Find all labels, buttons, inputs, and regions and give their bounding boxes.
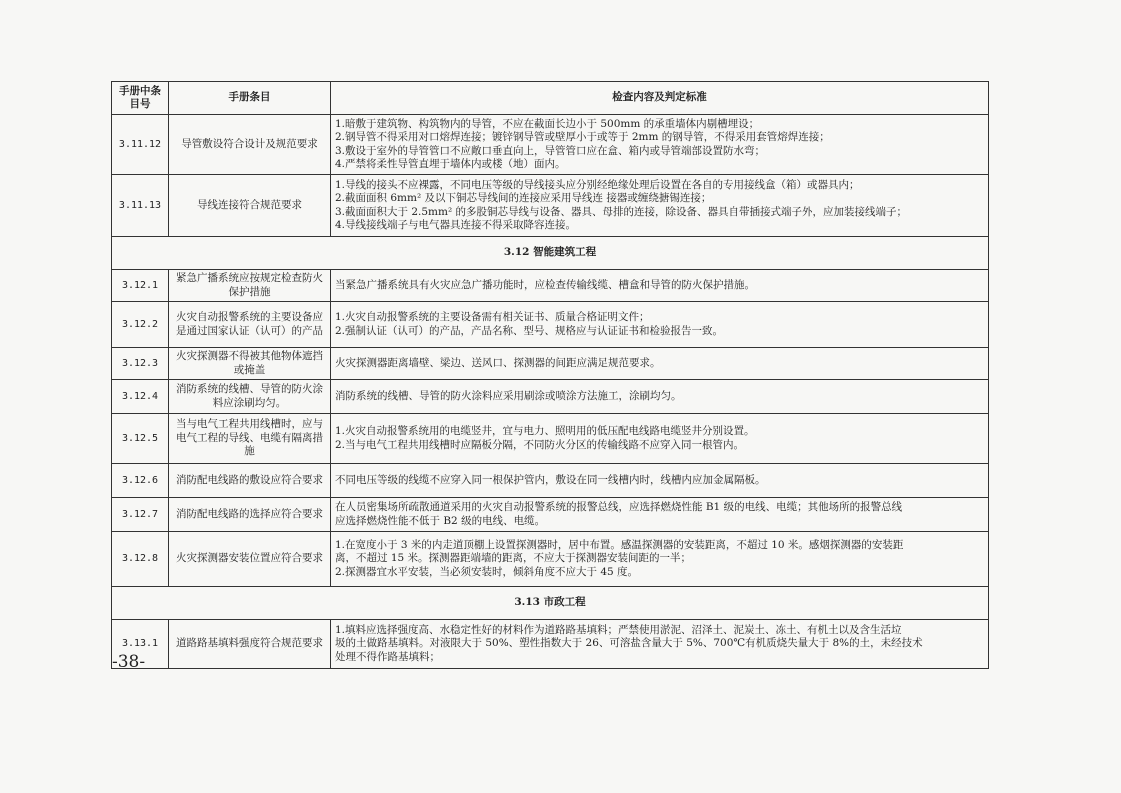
item-title: 消防系统的线槽、导管的防火涂料应涂刷均匀。 (169, 380, 331, 414)
standard-line: 1.导线的接头不应裸露，不同电压等级的导线接头应分别经绝缘处理后设置在各自的专用接线盒（箱）或器具内； (335, 178, 860, 191)
standard-line: 1.暗敷于建筑物、构筑物内的导管，不应在截面长边小于 500mm 的承重墙体内剔槽埋设； (335, 117, 760, 130)
item-title: 紧急广播系统应按规定检查防火保护措施 (169, 270, 331, 302)
item-standard (331, 464, 989, 498)
item-code: 3.12.2 (112, 302, 169, 348)
item-standard (331, 115, 989, 175)
standard-line: 当紧急广播系统具有火灾应急广播功能时，应检查传输线缆、槽盒和导管的防火保护措施。 (335, 278, 755, 291)
standard-line: 圾的土做路基填料。对液限大于 50%、塑性指数大于 26、可溶盐含量大于 5%、700℃有机质烧失量大于 8%的土，未经技术 (335, 637, 923, 650)
table-row (112, 175, 989, 237)
table-row (112, 348, 989, 380)
item-title: 火灾自动报警系统的主要设备应是通过国家认证（认可）的产品 (169, 302, 331, 348)
item-code: 3.12.1 (112, 270, 169, 302)
item-code: 3.11.12 (112, 115, 169, 175)
item-code: 3.12.8 (112, 532, 169, 587)
table-header-row (112, 82, 989, 115)
standard-line: 在人员密集场所疏散通道采用的火灾自动报警系统的报警总线，应选择燃烧性能 B1 级的电线、电缆；其他场所的报警总线 (335, 501, 903, 513)
standard-line: 2.当与电气工程共用线槽时应隔板分隔，不同防火分区的传输线路不应穿入同一根管内。 (335, 438, 745, 451)
item-standard (331, 498, 989, 532)
standard-line: 4.严禁将柔性导管直埋于墙体内或楼（地）面内。 (335, 158, 566, 170)
standard-line: 2.钢导管不得采用对口熔焊连接；镀锌钢导管或壁厚小于或等于 2mm 的钢导管，不得采用套管熔焊连接； (335, 131, 830, 143)
table-row (112, 270, 989, 302)
item-code: 3.13.1 (112, 620, 169, 669)
table-row (112, 302, 989, 348)
item-standard (331, 620, 989, 669)
item-code: 3.12.4 (112, 380, 169, 414)
section-row (112, 237, 989, 270)
table-row (112, 380, 989, 414)
item-standard (331, 302, 989, 348)
item-standard (331, 175, 989, 237)
item-code: 3.11.13 (112, 175, 169, 237)
item-title: 道路路基填料强度符合规范要求 (169, 620, 331, 669)
standard-line: 4.导线接线端子与电气器具连接不得采取降容连接。 (335, 219, 577, 231)
standard-line: 2.探测器宜水平安装，当必须安装时，倾斜角度不应大于 45 度。 (335, 565, 639, 578)
standard-line: 应选择燃烧性能不低于 B2 级的电线、电缆。 (335, 514, 546, 527)
table-row (112, 414, 989, 464)
standard-line: 3.截面面积大于 2.5mm² 的多股铜芯导线与设备、器具、母排的连接，除设备、器具自带插接式端子外，应加装接线端子； (335, 205, 908, 218)
inspection-table-page (111, 81, 988, 669)
item-standard (331, 532, 989, 587)
standard-line: 离，不超过 15 米。探测器距端墙的距离，不应大于探测器安装间距的一半； (335, 552, 692, 565)
table-row (112, 620, 989, 669)
standard-line: 1.在宽度小于 3 米的内走道顶棚上设置探测器时，居中布置。感温探测器的安装距离，不超过 10 米。感烟探测器的安装距 (335, 538, 904, 551)
item-title: 导管敷设符合设计及规范要求 (169, 115, 331, 175)
item-code: 3.12.7 (112, 498, 169, 532)
item-title: 导线连接符合规范要求 (169, 175, 331, 237)
standard-line: 2.截面面积 6mm² 及以下铜芯导线间的连接应采用导线连 接器或缠绕搪锡连接； (335, 192, 712, 204)
standard-line: 1.火灾自动报警系统的主要设备需有相关证书、质量合格证明文件； (335, 311, 650, 323)
item-title: 消防配电线路的敷设应符合要求 (169, 464, 331, 498)
page-number: -38- (112, 652, 146, 672)
standard-line: 3.敷设于室外的导管管口不应敞口垂直向上，导管管口应在盒、箱内或导管端部设置防水弯； (335, 144, 766, 157)
item-standard (331, 380, 989, 414)
item-standard (331, 348, 989, 380)
table-row (112, 498, 989, 532)
item-title: 火灾探测器不得被其他物体遮挡或掩盖 (169, 348, 331, 380)
header-item: 手册条目 (169, 82, 331, 115)
inspection-table (111, 81, 989, 669)
item-title: 火灾探测器安装位置应符合要求 (169, 532, 331, 587)
table-row (112, 115, 989, 175)
item-code: 3.12.3 (112, 348, 169, 380)
header-code: 手册中条目号 (112, 82, 169, 115)
item-standard (331, 414, 989, 464)
table-row (112, 464, 989, 498)
standard-line: 1.填料应选择强度高、水稳定性好的材料作为道路路基填料；严禁使用淤泥、沼泽土、泥炭土、冻土、有机土以及含生活垃 (335, 623, 902, 636)
standard-line: 2.强制认证（认可）的产品，产品名称、型号、规格应与认证证书和检验报告一致。 (335, 324, 724, 337)
header-standard: 检查内容及判定标准 (331, 82, 989, 115)
standard-line: 不同电压等级的线缆不应穿入同一根保护管内，敷设在同一线槽内时，线槽内应加金属隔板。 (335, 473, 766, 486)
standard-line: 1.火灾自动报警系统用的电缆竖井，宜与电力、照明用的低压配电线路电缆竖井分别设置。 (335, 425, 755, 437)
item-title: 消防配电线路的选择应符合要求 (169, 498, 331, 532)
table-row (112, 532, 989, 587)
section-title: 3.12 智能建筑工程 (112, 237, 989, 270)
standard-line: 火灾探测器距离墙壁、梁边、送风口、探测器的间距应满足规范要求。 (335, 356, 661, 369)
item-code: 3.12.6 (112, 464, 169, 498)
standard-line: 消防系统的线槽、导管的防火涂料应采用刷涂或喷涂方法施工，涂刷均匀。 (335, 389, 682, 402)
section-row (112, 587, 989, 620)
item-code: 3.12.5 (112, 414, 169, 464)
item-standard (331, 270, 989, 302)
item-title: 当与电气工程共用线槽时，应与电气工程的导线、电缆有隔离措施 (169, 414, 331, 464)
standard-line: 处理不得作路基填料； (335, 650, 440, 663)
table-body (112, 115, 989, 669)
section-title: 3.13 市政工程 (112, 587, 989, 620)
